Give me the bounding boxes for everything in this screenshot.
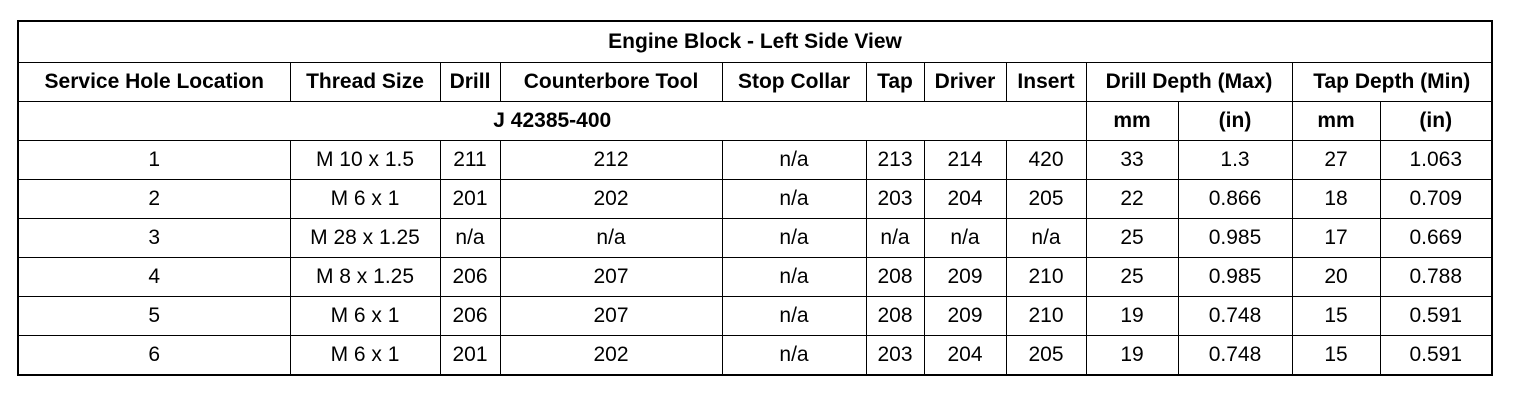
header-tap: Tap bbox=[866, 63, 924, 102]
cell-tap-depth-mm: 27 bbox=[1292, 141, 1380, 180]
cell-driver: 209 bbox=[924, 297, 1006, 336]
table-title-row bbox=[18, 21, 1492, 63]
cell-drill: 206 bbox=[440, 258, 500, 297]
table-title: Engine Block - Left Side View bbox=[18, 21, 1492, 63]
cell-drill-depth-mm: 19 bbox=[1086, 336, 1178, 376]
cell-driver: 204 bbox=[924, 336, 1006, 376]
cell-drill-depth-mm: 19 bbox=[1086, 297, 1178, 336]
cell-tap-depth-in: 0.591 bbox=[1380, 297, 1492, 336]
cell-tap: 208 bbox=[866, 258, 924, 297]
cell-tap-depth-mm: 17 bbox=[1292, 219, 1380, 258]
cell-driver: n/a bbox=[924, 219, 1006, 258]
cell-stop-collar: n/a bbox=[722, 336, 866, 376]
cell-tap-depth-mm: 15 bbox=[1292, 336, 1380, 376]
cell-drill-depth-mm: 25 bbox=[1086, 219, 1178, 258]
cell-stop-collar: n/a bbox=[722, 180, 866, 219]
cell-drill: 201 bbox=[440, 180, 500, 219]
cell-drill-depth-mm: 25 bbox=[1086, 258, 1178, 297]
cell-service-hole-location: 4 bbox=[18, 258, 290, 297]
table-header-row bbox=[18, 63, 1492, 102]
cell-thread-size: M 10 x 1.5 bbox=[290, 141, 440, 180]
cell-service-hole-location: 6 bbox=[18, 336, 290, 376]
cell-tap-depth-mm: 18 bbox=[1292, 180, 1380, 219]
header-thread-size: Thread Size bbox=[290, 63, 440, 102]
cell-drill: 201 bbox=[440, 336, 500, 376]
header-drill-depth: Drill Depth (Max) bbox=[1086, 63, 1292, 102]
subheader-tap-mm: mm bbox=[1292, 102, 1380, 141]
cell-thread-size: M 6 x 1 bbox=[290, 180, 440, 219]
cell-drill-depth-in: 0.985 bbox=[1178, 219, 1292, 258]
cell-insert: 205 bbox=[1006, 336, 1086, 376]
table-row bbox=[18, 258, 1492, 297]
table-row bbox=[18, 336, 1492, 376]
cell-drill-depth-in: 0.748 bbox=[1178, 336, 1292, 376]
cell-tap-depth-in: 0.788 bbox=[1380, 258, 1492, 297]
table-subheader-row bbox=[18, 102, 1492, 141]
cell-counterbore-tool: 207 bbox=[500, 258, 722, 297]
table-row bbox=[18, 297, 1492, 336]
cell-tap-depth-in: 0.591 bbox=[1380, 336, 1492, 376]
header-counterbore-tool: Counterbore Tool bbox=[500, 63, 722, 102]
cell-tap: 213 bbox=[866, 141, 924, 180]
tool-kit-number: J 42385-400 bbox=[18, 102, 1086, 141]
cell-thread-size: M 6 x 1 bbox=[290, 336, 440, 376]
cell-drill-depth-mm: 22 bbox=[1086, 180, 1178, 219]
cell-tap-depth-in: 1.063 bbox=[1380, 141, 1492, 180]
cell-thread-size: M 28 x 1.25 bbox=[290, 219, 440, 258]
cell-tap-depth-mm: 15 bbox=[1292, 297, 1380, 336]
cell-stop-collar: n/a bbox=[722, 297, 866, 336]
cell-counterbore-tool: 212 bbox=[500, 141, 722, 180]
table-row bbox=[18, 141, 1492, 180]
cell-stop-collar: n/a bbox=[722, 219, 866, 258]
cell-drill-depth-in: 0.985 bbox=[1178, 258, 1292, 297]
header-service-hole-location: Service Hole Location bbox=[18, 63, 290, 102]
cell-drill-depth-in: 0.866 bbox=[1178, 180, 1292, 219]
cell-insert: 420 bbox=[1006, 141, 1086, 180]
cell-service-hole-location: 2 bbox=[18, 180, 290, 219]
cell-drill: 211 bbox=[440, 141, 500, 180]
cell-drill: n/a bbox=[440, 219, 500, 258]
cell-driver: 209 bbox=[924, 258, 1006, 297]
cell-insert: 210 bbox=[1006, 297, 1086, 336]
header-stop-collar: Stop Collar bbox=[722, 63, 866, 102]
header-drill: Drill bbox=[440, 63, 500, 102]
cell-counterbore-tool: 202 bbox=[500, 180, 722, 219]
cell-service-hole-location: 5 bbox=[18, 297, 290, 336]
cell-counterbore-tool: n/a bbox=[500, 219, 722, 258]
subheader-drill-in: (in) bbox=[1178, 102, 1292, 141]
subheader-tap-in: (in) bbox=[1380, 102, 1492, 141]
header-tap-depth: Tap Depth (Min) bbox=[1292, 63, 1492, 102]
cell-drill-depth-in: 0.748 bbox=[1178, 297, 1292, 336]
cell-tap: n/a bbox=[866, 219, 924, 258]
cell-drill-depth-mm: 33 bbox=[1086, 141, 1178, 180]
engine-block-table-container bbox=[17, 20, 1493, 376]
cell-counterbore-tool: 202 bbox=[500, 336, 722, 376]
cell-stop-collar: n/a bbox=[722, 141, 866, 180]
table-row bbox=[18, 180, 1492, 219]
cell-stop-collar: n/a bbox=[722, 258, 866, 297]
cell-thread-size: M 6 x 1 bbox=[290, 297, 440, 336]
cell-counterbore-tool: 207 bbox=[500, 297, 722, 336]
cell-drill-depth-in: 1.3 bbox=[1178, 141, 1292, 180]
subheader-drill-mm: mm bbox=[1086, 102, 1178, 141]
cell-drill: 206 bbox=[440, 297, 500, 336]
cell-service-hole-location: 3 bbox=[18, 219, 290, 258]
cell-insert: 205 bbox=[1006, 180, 1086, 219]
cell-thread-size: M 8 x 1.25 bbox=[290, 258, 440, 297]
header-insert: Insert bbox=[1006, 63, 1086, 102]
engine-block-table bbox=[17, 20, 1493, 376]
cell-driver: 214 bbox=[924, 141, 1006, 180]
cell-driver: 204 bbox=[924, 180, 1006, 219]
cell-tap: 203 bbox=[866, 180, 924, 219]
cell-tap-depth-in: 0.709 bbox=[1380, 180, 1492, 219]
cell-tap-depth-mm: 20 bbox=[1292, 258, 1380, 297]
cell-insert: 210 bbox=[1006, 258, 1086, 297]
header-driver: Driver bbox=[924, 63, 1006, 102]
table-row bbox=[18, 219, 1492, 258]
cell-insert: n/a bbox=[1006, 219, 1086, 258]
cell-tap: 208 bbox=[866, 297, 924, 336]
cell-tap: 203 bbox=[866, 336, 924, 376]
cell-service-hole-location: 1 bbox=[18, 141, 290, 180]
cell-tap-depth-in: 0.669 bbox=[1380, 219, 1492, 258]
